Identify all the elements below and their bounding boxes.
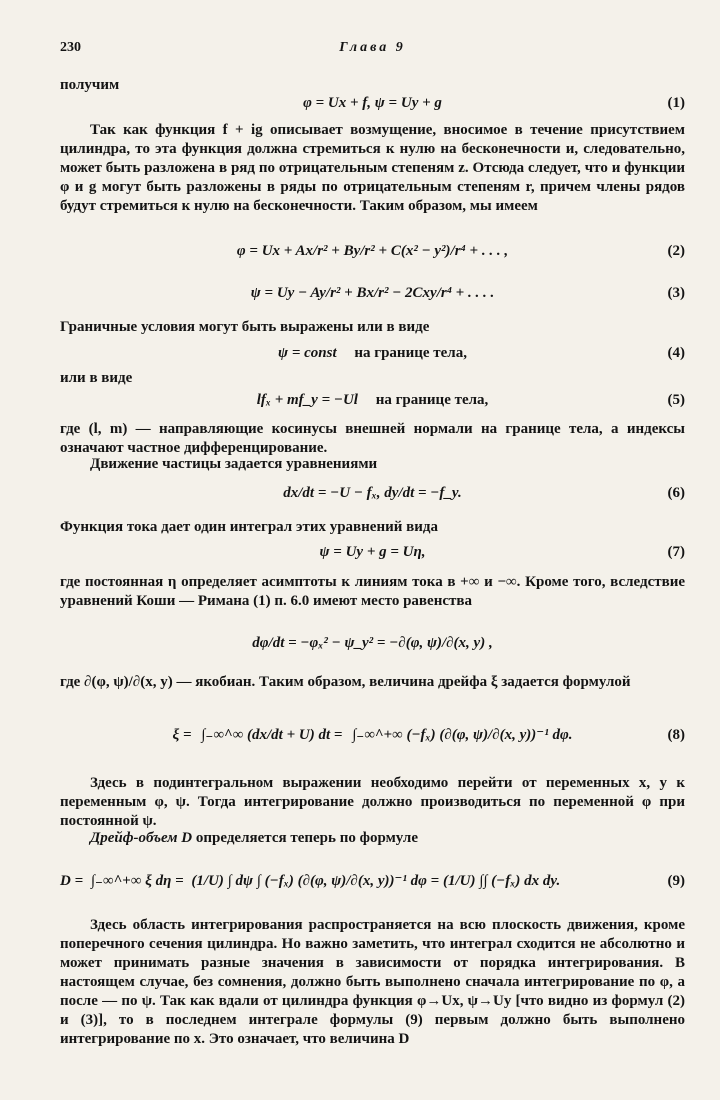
equation-8-number: (8) — [667, 727, 685, 743]
equation-8-integral-2: ∫₋∞^+∞ (−fₓ) (∂(φ, ψ)/∂(x, y))⁻¹ dφ. — [352, 727, 573, 743]
paragraph-boundary: Граничные условия могут быть выражены или в виде — [60, 319, 430, 335]
paragraph-expansion: Так как функция f + ig описывает возмущение, вносимое в течение присутствием цилиндра, то эта функция должна стремиться к нулю на бесконечности и, следовательно, может быть разложена в ряд по отрицательным степеням z. Отсюда следует, что и функции φ и g могут быть разложены в ряды по отрицательным степеням r, причем члены рядов будут стремиться к нулю на бесконечности. Таким образом, мы имеем — [60, 122, 685, 214]
equation-9-integral-1: ∫₋∞^+∞ ξ dη = — [90, 873, 184, 889]
equation-6-expr: dx/dt = −U − fₓ, dy/dt = −f_y. — [283, 485, 462, 501]
equation-7-number: (7) — [667, 544, 685, 560]
equation-7 — [60, 543, 685, 562]
paragraph-variables: Здесь в подинтегральном выражении необходимо перейти от переменных x, y к переменным φ, ψ. Тогда интегрирование должно производиться по переменной φ при постоянной ψ. — [60, 775, 685, 829]
equation-4-number: (4) — [667, 345, 685, 361]
paragraph-cosines: где (l, m) — направляющие косинусы внешней нормали на границе тела, а индексы означают частное дифференцирование. — [60, 421, 685, 456]
equation-7-expr: ψ = Uy + g = Uη, — [319, 544, 426, 560]
equation-5-text: на границе тела, — [375, 392, 489, 408]
equation-9-lhs: D = — [60, 873, 84, 889]
equation-2 — [60, 242, 685, 261]
equation-9-number: (9) — [667, 873, 685, 889]
equation-1 — [60, 94, 685, 113]
equation-6 — [60, 484, 685, 503]
equation-1-expr: φ = Ux + f, ψ = Uy + g — [303, 95, 442, 111]
equation-unnumbered — [60, 634, 685, 653]
equation-8 — [60, 726, 685, 745]
equation-9 — [60, 872, 685, 891]
drift-volume-term: Дрейф-объем D — [90, 830, 193, 846]
equation-1-number: (1) — [667, 95, 685, 111]
paragraph-or: или в виде — [60, 370, 133, 386]
equation-5 — [60, 391, 685, 410]
paragraph-drift-volume — [60, 829, 685, 848]
paragraph-intro: получим — [60, 77, 120, 93]
paragraph-jacobian: где ∂(φ, ψ)/∂(x, y) — якобиан. Таким образом, величина дрейфа ξ задается формулой — [60, 674, 631, 690]
equation-5-number: (5) — [667, 392, 685, 408]
equation-8-lhs: ξ = — [172, 727, 192, 743]
equation-4 — [60, 344, 685, 363]
equation-3 — [60, 284, 685, 303]
equation-6-number: (6) — [667, 485, 685, 501]
equation-unnumbered-expr: dφ/dt = −φₓ² − ψ_y² = −∂(φ, ψ)/∂(x, y) , — [252, 635, 493, 651]
equation-9-rest: (1/U) ∫ dψ ∫ (−fₓ) (∂(φ, ψ)/∂(x, y))⁻¹ dφ = (1/U) ∫∫ (−fₓ) dx dy. — [191, 873, 561, 889]
page-number: 230 — [60, 40, 81, 55]
chapter-title: Глава 9 — [339, 40, 406, 55]
paragraph-stream-function: Функция тока дает один интеграл этих уравнений вида — [60, 519, 438, 535]
drift-volume-text: определяется теперь по формуле — [192, 830, 418, 846]
equation-2-number: (2) — [667, 243, 685, 259]
equation-4-text: на границе тела, — [354, 345, 467, 361]
equation-4-lhs: ψ = const — [278, 345, 337, 361]
equation-3-expr: ψ = Uy − Ay/r² + Bx/r² − 2Cxy/r⁴ + . . . . — [250, 285, 495, 301]
equation-2-expr: φ = Ux + Ax/r² + By/r² + C(x² − y²)/r⁴ + . . . , — [236, 243, 509, 259]
equation-3-number: (3) — [667, 285, 685, 301]
paragraph-motion: Движение частицы задается уравнениями — [90, 456, 378, 472]
paragraph-asymptotes: где постоянная η определяет асимптоты к линиям тока в +∞ и −∞. Кроме того, вследствие уравнений Коши — Римана (1) п. 6.0 имеют место равенства — [60, 574, 685, 609]
paragraph-integration-domain: Здесь область интегрирования распространяется на всю плоскость движения, кроме поперечного сечения цилиндра. Но важно заметить, что интеграл сходится не абсолютно и может принимать разные значения в зависимости от порядка интегрирования. В настоящем случае, без сомнения, должно быть выполнено сначала интегрирование по φ, а после — по ψ. Так как вдали от цилиндра функция φ→Ux, ψ→Uy [что видно из формул (2) и (3)], то в последнем интеграле формулы (9) первым должно быть выполнено интегрирование по x. Это означает, что величина D — [60, 917, 685, 1047]
equation-8-integral-1: ∫₋∞^∞ (dx/dt + U) dt = — [201, 727, 343, 743]
equation-5-lhs: lfₓ + mf_y = −Ul — [256, 392, 358, 408]
running-header — [60, 38, 685, 58]
